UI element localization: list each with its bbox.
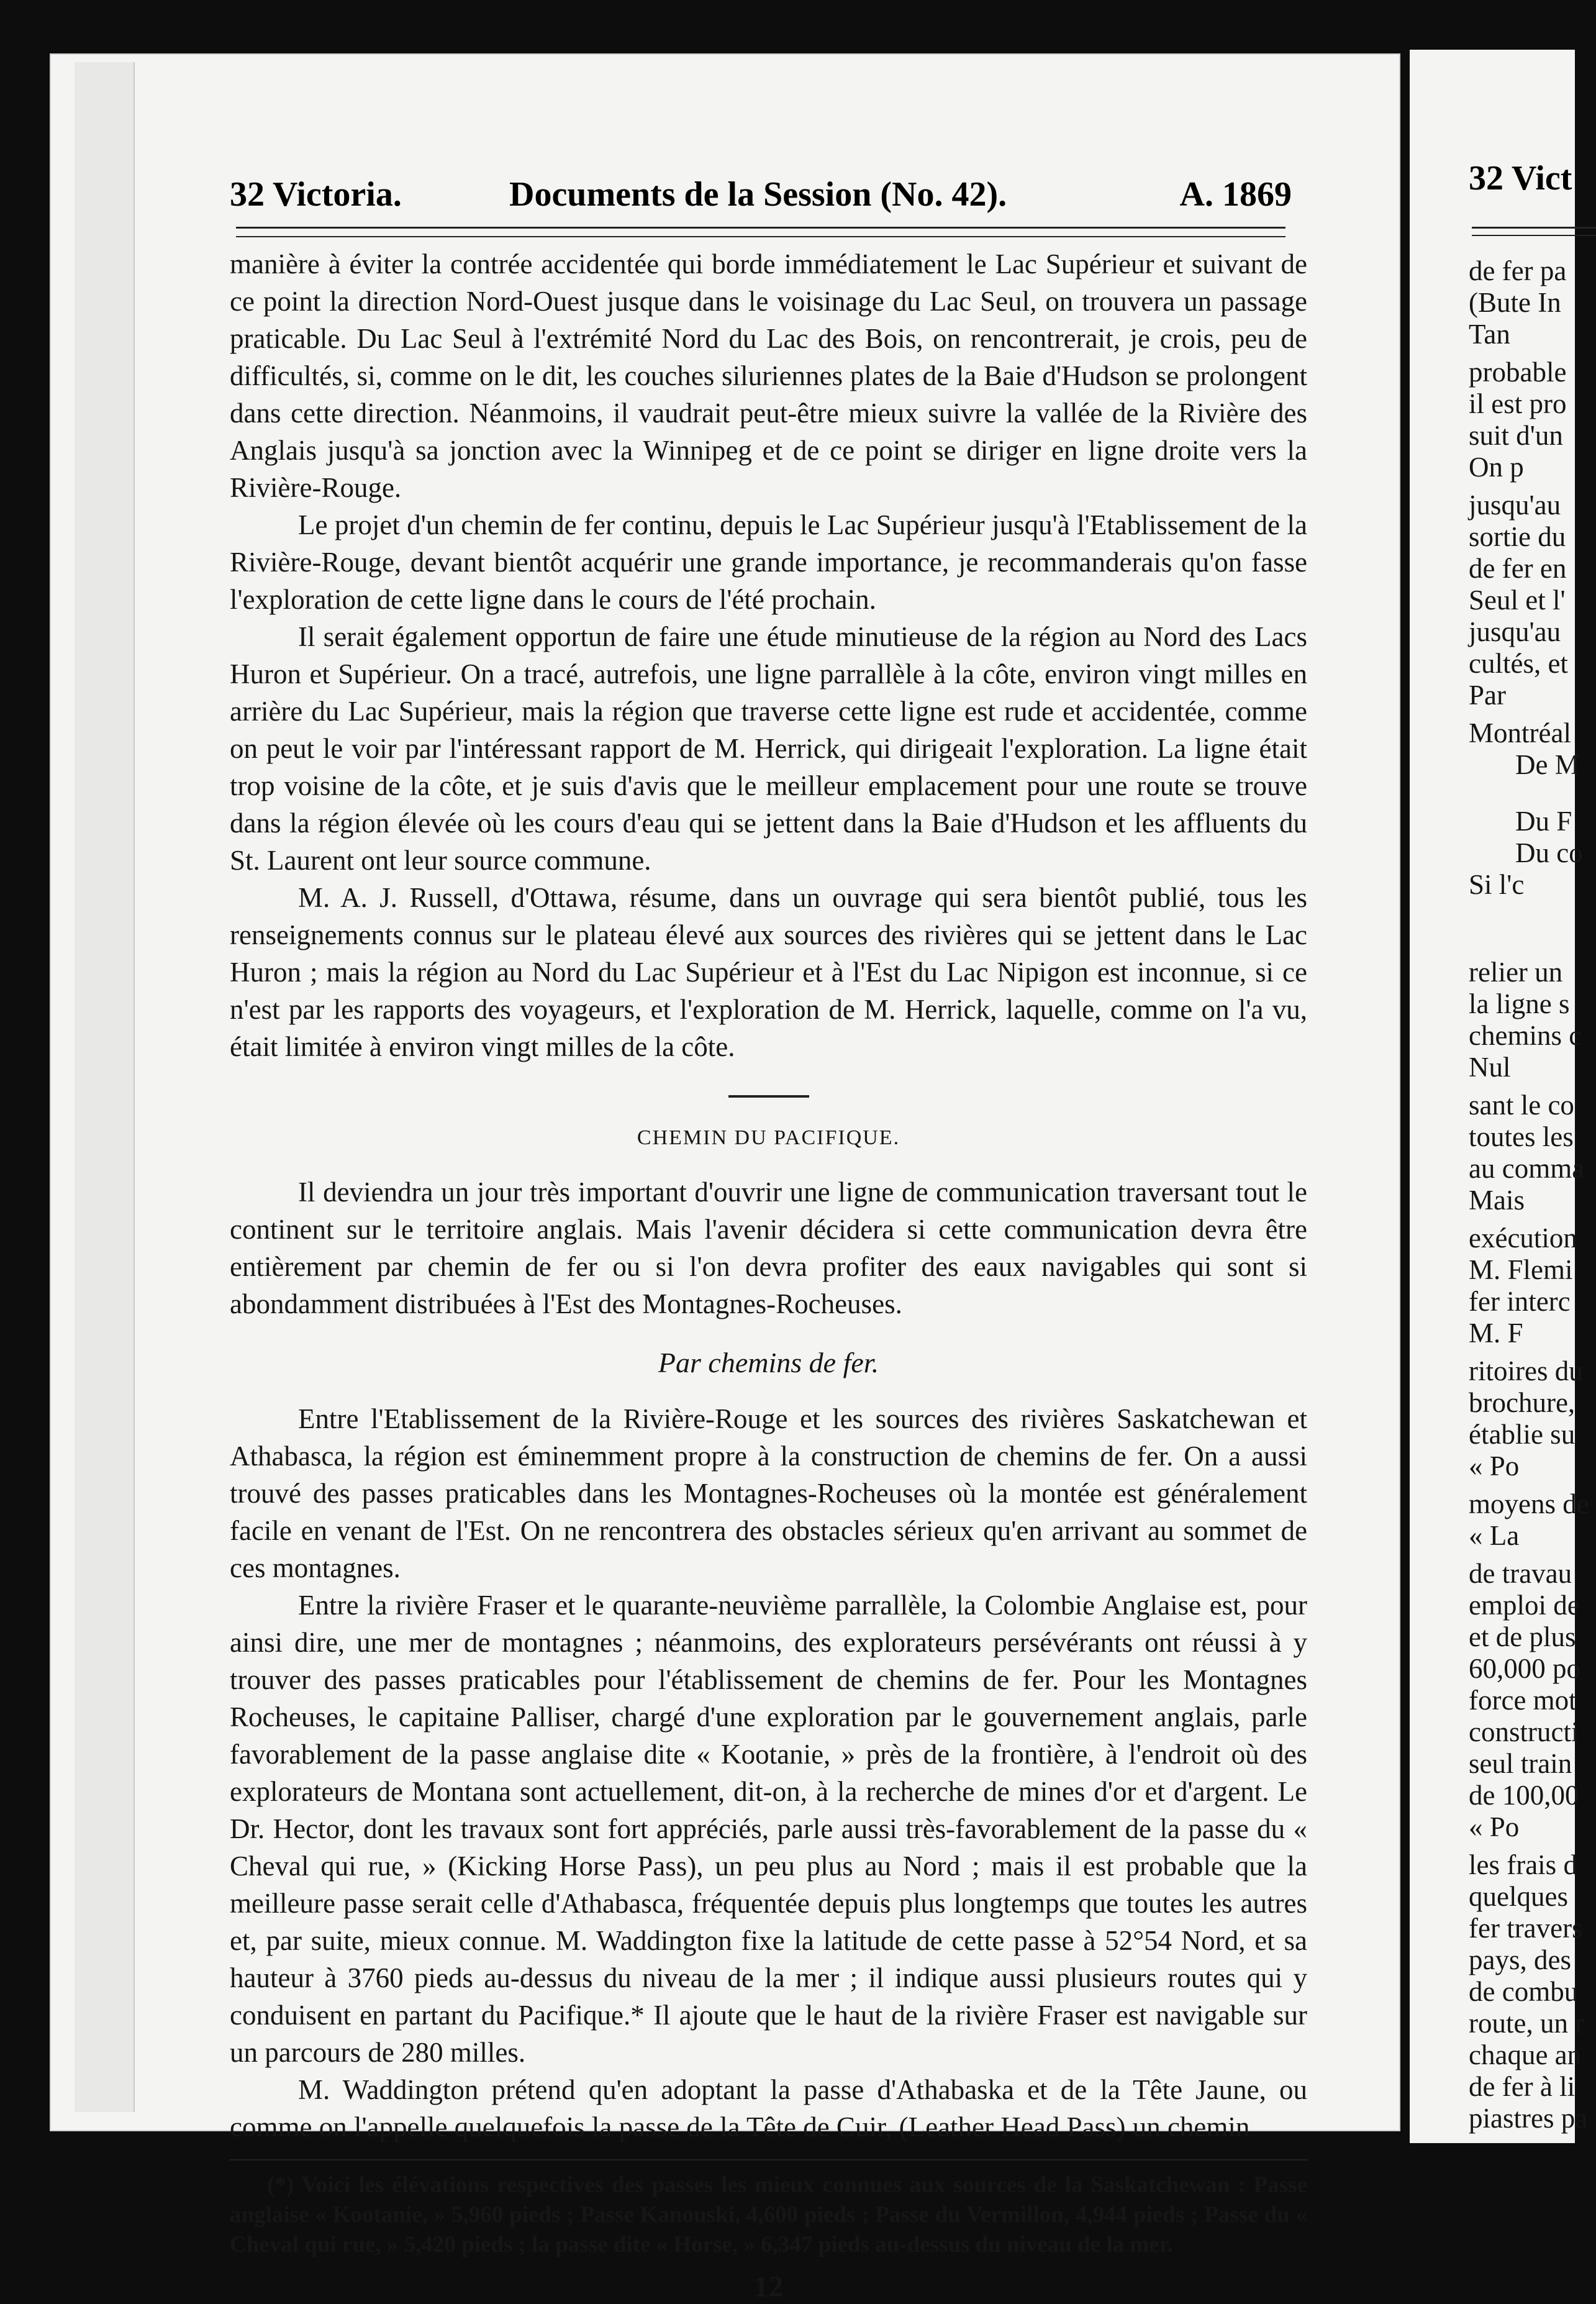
paragraph: M. Waddington prétend qu'en adoptant la passe d'Athabaska et de la Tête Jaune, ou comme on l'appelle quelquefois la passe de la Tête de Cuir, (Leather Head Pass) un chemin — [230, 2074, 1307, 2142]
right-page-line: de 100,00 — [1469, 1780, 1579, 1811]
right-page-line: il est pro — [1469, 388, 1567, 419]
right-page-line: force mot — [1469, 1685, 1577, 1716]
header-right: A. 1869 — [1179, 175, 1292, 214]
section-paragraph: Il deviendra un jour très important d'ouvrir une ligne de communication traversant tout le continent sur le territoire anglais. Mais l'avenir décidera si cette communication devra être entièrement par chemin de fer ou si l'on devra profiter des eaux navigables qui sont si abondamment distribuées à l'Est des Montagnes-Rocheuses. — [230, 1177, 1307, 1319]
right-page-line: 60,000 po — [1469, 1653, 1580, 1684]
right-page-line: quelques — [1469, 1881, 1568, 1912]
right-page-line: De M — [1515, 749, 1580, 780]
section-divider — [728, 1095, 809, 1098]
right-page-line: les frais d — [1469, 1849, 1577, 1880]
right-page-line: au comma — [1469, 1153, 1585, 1184]
right-page-rule — [1472, 227, 1596, 236]
right-page-line: de fer pa — [1469, 255, 1567, 286]
right-page-line: « La — [1469, 1520, 1520, 1551]
page-number: 12 — [753, 2270, 784, 2303]
right-page-line: probable — [1469, 357, 1567, 388]
paragraph: Il serait également opportun de faire une étude minutieuse de la région au Nord des Lacs Huron et Supérieur. On a tracé, autrefois, une ligne parrallèle à la côte, environ vingt milles en arrière du Lac Supérieur, mais la région que traverse cette ligne est rude et accidentée, comme on peut le voir par l'intéressant rapport de M. Herrick, qui dirigeait l'exploration. La ligne était trop voisine de la côte, et je suis d'avis que le meilleur emplacement pour une route se trouve dans la région élevée où les cours d'eau qui se jettent dans la Baie d'Hudson et les affluents du St. Laurent ont leur source commune. — [230, 621, 1307, 876]
right-page-line: On p — [1469, 452, 1524, 483]
right-page-line: chaque an — [1469, 2039, 1582, 2070]
footnote-text: (*) Voici les élévations respectives des passes les mieux connues aux sources de la Saskatchewan : Passe anglaise « Kootanie, » 5,960 pieds ; Passe Kanouski, 4,600 pieds ; Passe du Vermillon, 4,944 pieds ; Passe du « Cheval qui rue, » 5,420 pieds ; la passe dite « Horse, » 6,347 pieds au-dessus du niveau de la mer. — [230, 2172, 1307, 2257]
right-page-line: Seul et l' — [1469, 585, 1566, 616]
right-page-line: constructi — [1469, 1716, 1579, 1747]
right-page-line: de fer à li — [1469, 2071, 1576, 2102]
right-page-line: pays, des — [1469, 1944, 1571, 1975]
header-left: 32 Victoria. — [230, 175, 402, 214]
right-page-line: exécution — [1469, 1223, 1577, 1254]
right-page-line: et de plus — [1469, 1621, 1576, 1652]
right-page-line: jusqu'au — [1469, 616, 1561, 647]
paragraph: manière à éviter la contrée accidentée qui borde immédiatement le Lac Supérieur et suivant de ce point la direction Nord-Ouest jusque dans le voisinage du Lac Seul, on trouvera un passage praticable. Du Lac Seul à l'extrémité Nord du Lac des Bois, on rencontrerait, je crois, peu de difficultés, si, comme on le dit, les couches siluriennes plates de la Baie d'Hudson se prolongent dans cette direction. Néanmoins, il vaudrait peut-être mieux suivre la vallée de la Rivière des Anglais jusqu'à sa jonction avec la Winnipeg et de ce point se diriger en ligne droite vers la Rivière-Rouge. — [230, 248, 1307, 503]
right-page-line: de travau — [1469, 1558, 1572, 1589]
right-page-line: la ligne s — [1469, 988, 1570, 1019]
right-page-line: Nul — [1469, 1052, 1511, 1083]
right-page-line: « Po — [1469, 1450, 1520, 1482]
paragraph: Le projet d'un chemin de fer continu, depuis le Lac Supérieur jusqu'à l'Etablissement de la Rivière-Rouge, devant bientôt acquérir une grande importance, je recommanderais qu'on fasse l'exploration de cette ligne dans le cours de l'été prochain. — [230, 509, 1307, 615]
right-page-line: route, un r — [1469, 2008, 1585, 2039]
right-page-line: Tan — [1469, 319, 1510, 350]
right-page-line: de fer en — [1469, 553, 1567, 584]
right-page-line: suit d'un — [1469, 420, 1563, 451]
paragraph: M. A. J. Russell, d'Ottawa, résume, dans un ouvrage qui sera bientôt publié, tous les renseignements connus sur le plateau élevé aux sources des rivières qui se jettent dans le Lac Huron ; mais la région au Nord du Lac Supérieur et à l'Est du Lac Nipigon est inconnue, si ce n'est par les rapports des voyageurs, et l'exploration de M. Herrick, laquelle, comme on l'a vu, était limitée à environ vingt milles de la côte. — [230, 882, 1307, 1062]
page-header — [230, 158, 1292, 214]
header-rule — [236, 227, 1285, 237]
paragraph: Entre la rivière Fraser et le quarante-neuvième parrallèle, la Colombie Anglaise est, pour ainsi dire, une mer de montagnes ; néanmoins, des explorateurs persévérants ont réussi à y trouver des passes praticables pour l'établissement de chemins de fer. Pour les Montagnes Rocheuses, le capitaine Palliser, chargé d'une exploration par le gouvernement anglais, parle favorablement de la passe anglaise dite « Kootanie, » près de la frontière, à l'endroit où des explorateurs de Montana sont actuellement, dit-on, à la recherche de mines d'or et d'argent. Le Dr. Hector, dont les travaux sont fort appréciés, parle aussi très-favorablement de la passe du « Cheval qui rue, » (Kicking Horse Pass), un peu plus au Nord ; mais il est probable que la meilleure passe serait celle d'Athabasca, fréquentée depuis plus longtemps que toutes les autres et, par suite, mieux connue. M. Waddington fixe la latitude de cette passe à 52°54 Nord, et sa hauteur à 3760 pieds au-dessus du niveau de la mer ; il indique aussi plusieurs routes qui y conduisent en partant du Pacifique.* Il ajoute que le haut de la rivière Fraser est navigable sur un parcours de 280 milles. — [230, 1590, 1307, 2068]
right-page-line: cultés, et — [1469, 648, 1568, 679]
right-page-line: brochure, — [1469, 1387, 1576, 1418]
right-page-line: Si l'c — [1469, 869, 1525, 900]
page-edge — [75, 62, 135, 2112]
right-page-line: Montréal — [1469, 717, 1571, 749]
footnote-rule — [230, 2159, 1307, 2161]
right-page-line: seul train — [1469, 1748, 1572, 1779]
right-page-line: M. Flemi — [1469, 1254, 1573, 1285]
footnote — [230, 2170, 1307, 2260]
right-page-line: toutes les — [1469, 1121, 1574, 1152]
right-page-line: jusqu'au — [1469, 489, 1561, 521]
section-title: CHEMIN DU PACIFIQUE. — [637, 1126, 900, 1149]
right-page-line: Par — [1469, 680, 1506, 711]
right-page-line: sant le co — [1469, 1090, 1574, 1121]
right-page-line: de combu — [1469, 1976, 1579, 2007]
right-page-line: ritoires du — [1469, 1355, 1583, 1386]
right-page-line: moyens de — [1469, 1488, 1589, 1519]
right-page-line: relier un — [1469, 957, 1563, 988]
right-page-line: fer interc — [1469, 1286, 1571, 1317]
right-page-line: chemins c — [1469, 1020, 1582, 1051]
header-center: Documents de la Session (No. 42). — [509, 175, 1007, 214]
right-page-line: fer travers — [1469, 1913, 1583, 1944]
right-page-line: sortie du — [1469, 521, 1566, 552]
body-text — [230, 245, 1307, 2304]
paragraph: Entre l'Etablissement de la Rivière-Rouge et les sources des rivières Saskatchewan et Athabasca, la région est éminemment propre à la construction de chemins de fer. On a aussi trouvé des passes praticables dans les Montagnes-Rocheuses où la montée est généralement facile en venant de l'Est. On ne rencontrera des obstacles sérieux qu'en arrivant au sommet de ces montagnes. — [230, 1403, 1307, 1583]
right-page-line: « Po — [1469, 1811, 1520, 1842]
subsection-title: Par chemins de fer. — [658, 1347, 879, 1378]
right-page-line: M. F — [1469, 1318, 1523, 1349]
right-page-line: emploi de — [1469, 1590, 1580, 1621]
right-page-header: 32 Vict — [1469, 159, 1572, 198]
right-page-line: piastres pa — [1469, 2103, 1588, 2134]
right-page-line: établie su — [1469, 1419, 1576, 1450]
right-page-line: (Bute In — [1469, 287, 1561, 318]
right-page-line: Mais — [1469, 1185, 1525, 1216]
right-page-line: Du co — [1515, 837, 1583, 868]
right-page-line: Du F — [1515, 806, 1572, 837]
